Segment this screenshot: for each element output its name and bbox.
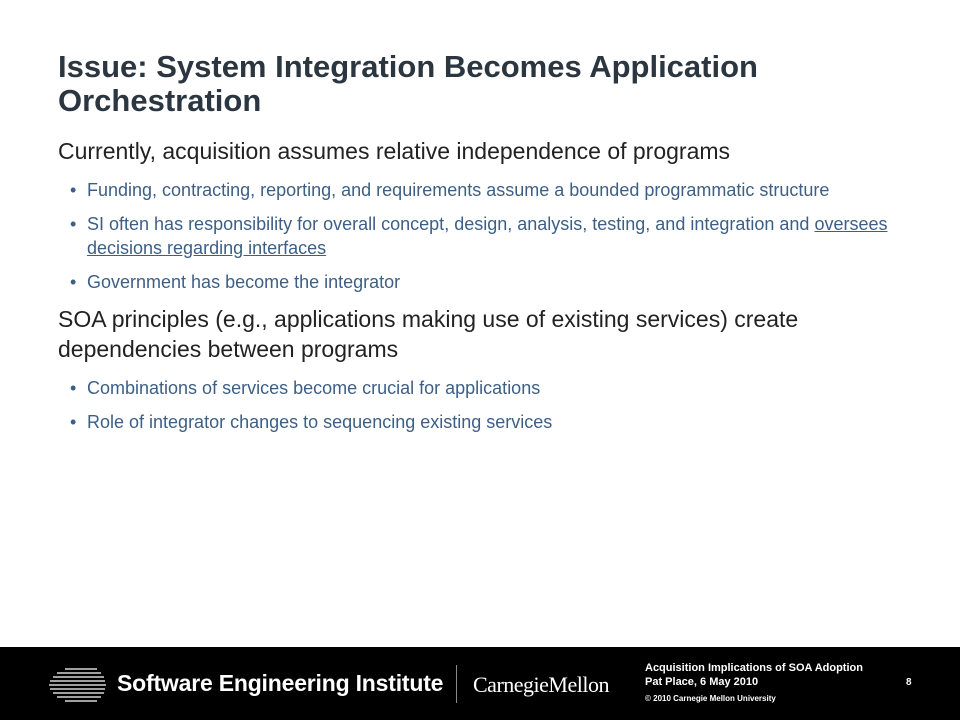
university-wordmark: CarnegieMellon xyxy=(473,672,609,697)
section-heading-2: SOA principles (e.g., applications making use of existing services) create dependencies between programs xyxy=(58,306,799,362)
sei-logo-icon xyxy=(47,666,107,704)
bullet-item xyxy=(58,212,938,260)
institute-name: Software Engineering Institute xyxy=(117,670,444,696)
bullet-dot: • xyxy=(70,214,77,234)
section-1-bullets xyxy=(58,178,938,294)
bullet-text: Government has become the integrator xyxy=(87,272,401,292)
bullet-dot: • xyxy=(70,412,77,432)
presentation-meta xyxy=(645,661,863,705)
copyright-notice: © 2010 Carnegie Mellon University xyxy=(645,694,776,703)
section-heading-1: Currently, acquisition assumes relative independence of programs xyxy=(58,138,731,164)
bullet-dot: • xyxy=(70,378,77,398)
slide-content xyxy=(58,136,938,444)
footer-divider xyxy=(456,665,457,703)
presentation-title: Acquisition Implications of SOA Adoption xyxy=(645,662,863,674)
bullet-text: Role of integrator changes to sequencing existing services xyxy=(87,412,553,432)
presenter-date: Pat Place, 6 May 2010 xyxy=(645,676,759,688)
bullet-item xyxy=(58,178,938,202)
section-2-bullets xyxy=(58,376,938,434)
bullet-dot: • xyxy=(70,272,77,292)
bullet-text: SI often has responsibility for overall concept, design, analysis, testing, and integration and xyxy=(87,214,815,234)
bullet-dot: • xyxy=(70,180,77,200)
underlined-phrase: oversees decisions regarding interfaces xyxy=(87,214,888,258)
bullet-item xyxy=(58,376,938,400)
bullet-text: Funding, contracting, reporting, and requirements assume a bounded programmatic structure xyxy=(87,180,830,200)
slide-title: Issue: System Integration Becomes Application Orchestration xyxy=(58,49,758,118)
page-number: 8 xyxy=(906,677,912,688)
bullet-item xyxy=(58,270,938,294)
bullet-text: Combinations of services become crucial for applications xyxy=(87,378,541,398)
bullet-item xyxy=(58,410,938,434)
footer-bar xyxy=(0,647,960,720)
